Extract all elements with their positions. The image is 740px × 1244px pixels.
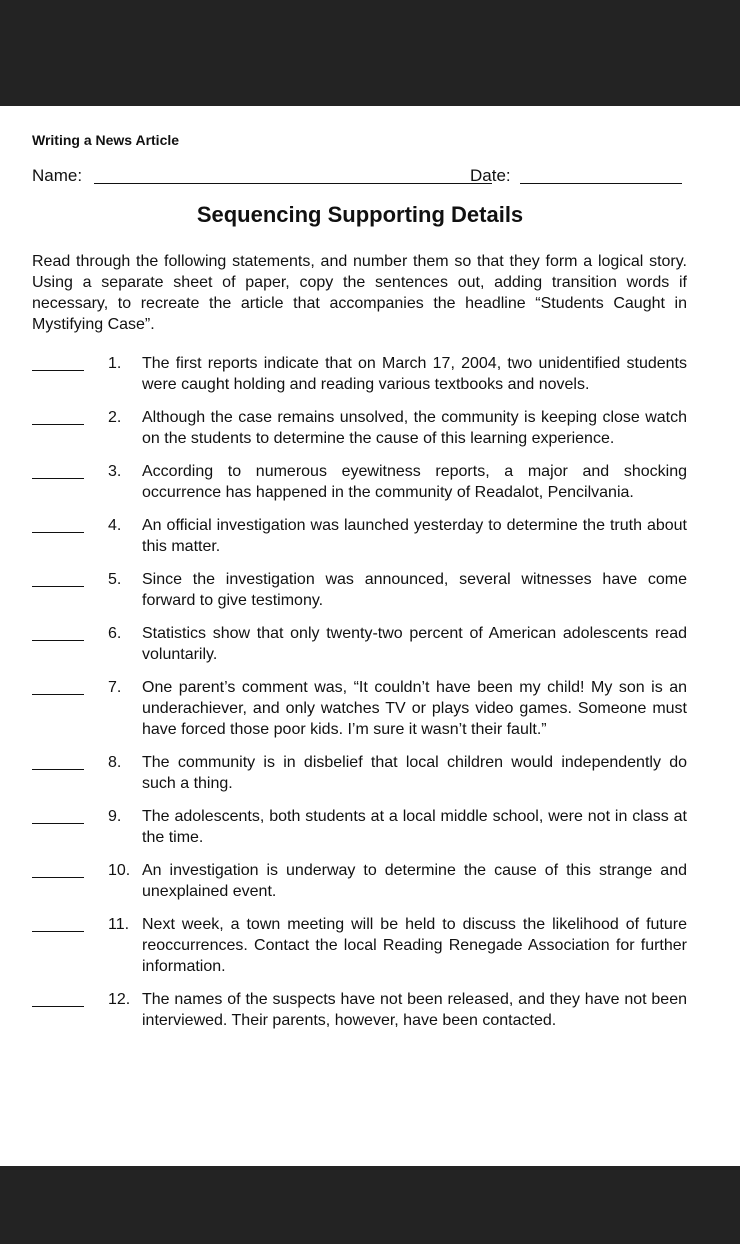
answer-blank <box>32 478 84 479</box>
worksheet-subtitle: Writing a News Article <box>32 132 180 148</box>
item-text: The adolescents, both students at a local middle school, were not in class at the time. <box>142 808 687 846</box>
item-number: 11. <box>108 916 130 933</box>
worksheet-page <box>0 106 740 1166</box>
answer-blank <box>32 424 84 425</box>
item-text: The first reports indicate that on March 17, 2004, two unidentified students were caught holding and reading various textbooks and novels. <box>142 355 687 393</box>
item-text: An official investigation was launched yesterday to determine the truth about this matter. <box>142 517 687 555</box>
item-number: 6. <box>108 625 122 642</box>
item-number: 1. <box>108 355 122 372</box>
answer-blank <box>32 532 84 533</box>
answer-blank <box>32 769 84 770</box>
name-date-row <box>32 166 682 188</box>
answer-blank <box>32 586 84 587</box>
list-item <box>32 989 687 1031</box>
answer-blank <box>32 640 84 641</box>
item-number: 4. <box>108 517 122 534</box>
answer-blank <box>32 694 84 695</box>
list-item <box>32 407 687 449</box>
date-label: Date: <box>470 166 511 185</box>
list-item <box>32 752 687 794</box>
item-number: 7. <box>108 679 122 696</box>
item-number: 5. <box>108 571 122 588</box>
item-number: 12. <box>108 991 131 1008</box>
list-item <box>32 806 687 848</box>
item-number: 9. <box>108 808 122 825</box>
instructions-paragraph: Read through the following statements, and number them so that they form a logical story. Using a separate sheet of paper, copy the sentences out, adding transition words if necessary, to recreate the article that accompanies the headline “Students Caught in Mystifying Case”. <box>32 253 687 333</box>
date-blank-line <box>520 183 682 184</box>
item-text: The names of the suspects have not been released, and they have not been interviewed. Their parents, however, have been contacted. <box>142 991 687 1029</box>
list-item <box>32 569 687 611</box>
list-item <box>32 461 687 503</box>
name-label: Name: <box>32 166 83 185</box>
item-text: According to numerous eyewitness reports, a major and shocking occurrence has happened in the community of Readalot, Pencilvania. <box>142 463 687 501</box>
list-item <box>32 914 687 977</box>
item-text: An investigation is underway to determine the cause of this strange and unexplained event. <box>142 862 687 900</box>
item-number: 3. <box>108 463 122 480</box>
list-item <box>32 860 687 902</box>
item-text: The community is in disbelief that local children would independently do such a thing. <box>142 754 687 792</box>
list-item <box>32 353 687 395</box>
item-text: Next week, a town meeting will be held to discuss the likelihood of future reoccurrences. Contact the local Reading Renegade Association for further information. <box>142 916 687 975</box>
answer-blank <box>32 370 84 371</box>
item-text: Although the case remains unsolved, the community is keeping close watch on the students to determine the cause of this learning experience. <box>142 409 687 447</box>
name-blank-line <box>94 183 492 184</box>
item-number: 2. <box>108 409 122 426</box>
list-item <box>32 515 687 557</box>
answer-blank <box>32 877 84 878</box>
answer-blank <box>32 1006 84 1007</box>
statement-list <box>32 353 687 1043</box>
page-title: Sequencing Supporting Details <box>196 202 524 227</box>
answer-blank <box>32 823 84 824</box>
list-item <box>32 677 687 740</box>
answer-blank <box>32 931 84 932</box>
item-text: One parent’s comment was, “It couldn’t have been my child! My son is an underachiever, and only watches TV or plays video games. Someone must have forced those poor kids. I’m sure it wasn’t their fault.” <box>142 679 687 738</box>
top-dark-bar <box>0 0 740 106</box>
item-number: 8. <box>108 754 122 771</box>
list-item <box>32 623 687 665</box>
bottom-dark-bar <box>0 1166 740 1244</box>
item-text: Statistics show that only twenty-two percent of American adolescents read voluntarily. <box>142 625 687 663</box>
item-text: Since the investigation was announced, several witnesses have come forward to give testimony. <box>142 571 687 609</box>
item-number: 10. <box>108 862 131 879</box>
